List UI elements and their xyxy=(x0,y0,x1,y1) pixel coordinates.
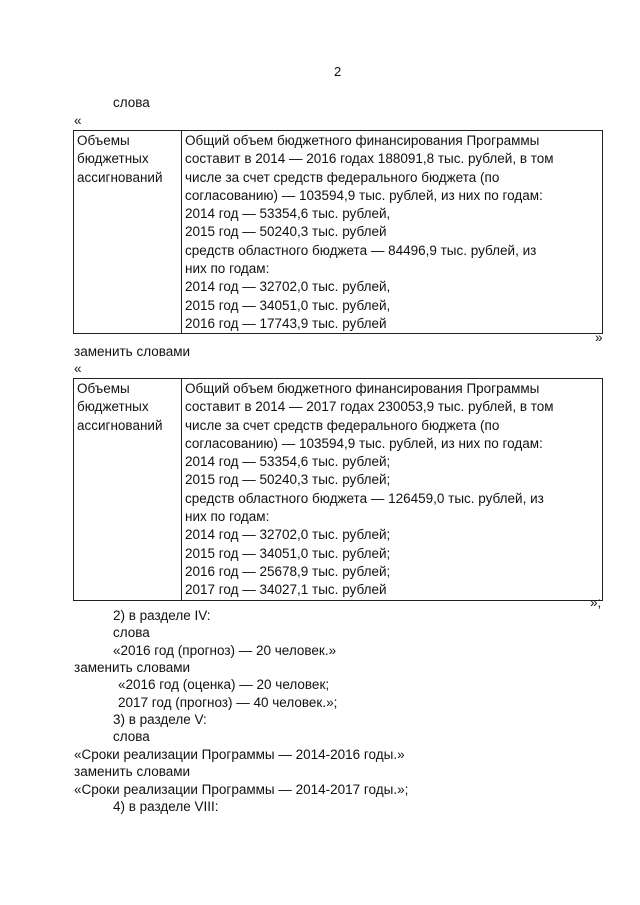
label-line: Объемы xyxy=(77,381,130,396)
close-quote: »; xyxy=(590,595,602,610)
value-line: составит в 2014 — 2017 годах 230053,9 тыс. рублей, в том xyxy=(185,399,554,415)
section-word: слова xyxy=(113,625,150,640)
budget-table-new xyxy=(73,378,603,601)
value-line: 2016 год — 17743,9 тыс. рублей xyxy=(185,315,387,331)
close-quote: » xyxy=(595,330,603,345)
section-word: слова xyxy=(113,729,150,744)
value-line: 2017 год — 34027,1 тыс. рублей xyxy=(185,582,387,598)
value-line: Общий объем бюджетного финансирования Программы xyxy=(185,381,540,396)
section-heading: 3) в разделе V: xyxy=(113,712,207,727)
intro-word: слова xyxy=(113,95,150,110)
open-quote: « xyxy=(74,113,82,128)
budget-label-cell xyxy=(74,131,182,334)
value-line: 2014 год — 53354,6 тыс. рублей, xyxy=(185,206,391,222)
new-text: «2016 год (оценка) — 20 человек; xyxy=(118,677,330,692)
replace-with-text: заменить словами xyxy=(74,764,191,779)
budget-value-cell xyxy=(182,379,603,601)
page-number: 2 xyxy=(334,64,342,79)
value-line: 2015 год — 34051,0 тыс. рублей, xyxy=(185,297,391,313)
value-line: них по годам: xyxy=(185,509,270,525)
new-text: «Сроки реализации Программы — 2014-2017 годы.»; xyxy=(74,782,409,797)
value-line: согласованию) — 103594,9 тыс. рублей, из них по годам: xyxy=(185,187,543,203)
value-line: них по годам: xyxy=(185,261,270,277)
value-line: 2015 год — 50240,3 тыс. рублей xyxy=(185,224,387,240)
value-line: 2016 год — 25678,9 тыс. рублей; xyxy=(185,563,391,579)
value-line: 2015 год — 34051,0 тыс. рублей; xyxy=(185,545,391,561)
old-text: «Сроки реализации Программы — 2014-2016 годы.» xyxy=(74,747,405,762)
section-heading: 2) в разделе IV: xyxy=(113,608,211,623)
value-line: 2014 год — 32702,0 тыс. рублей; xyxy=(185,527,391,543)
value-line: средств областного бюджета — 126459,0 тыс. рублей, из xyxy=(185,490,544,506)
replace-with-text: заменить словами xyxy=(74,660,191,675)
value-line: 2014 год — 32702,0 тыс. рублей, xyxy=(185,279,391,295)
label-line: бюджетных xyxy=(77,151,149,167)
value-line: согласованию) — 103594,9 тыс. рублей, из них по годам: xyxy=(185,435,543,451)
old-text: «2016 год (прогноз) — 20 человек.» xyxy=(113,643,337,658)
label-line: Объемы xyxy=(77,133,130,148)
value-line: средств областного бюджета — 84496,9 тыс. рублей, из xyxy=(185,242,537,258)
budget-label-cell xyxy=(74,379,182,601)
replace-with-text: заменить словами xyxy=(74,344,191,359)
label-line: ассигнований xyxy=(77,417,163,433)
value-line: 2014 год — 53354,6 тыс. рублей; xyxy=(185,454,391,470)
new-text: 2017 год (прогноз) — 40 человек.»; xyxy=(118,695,338,710)
label-line: ассигнований xyxy=(77,169,163,185)
value-line: 2015 год — 50240,3 тыс. рублей; xyxy=(185,472,391,488)
budget-value-cell xyxy=(182,131,603,334)
value-line: числе за счет средств федерального бюджета (по xyxy=(185,169,500,185)
value-line: числе за счет средств федерального бюджета (по xyxy=(185,417,500,433)
label-line: бюджетных xyxy=(77,399,149,415)
section-heading: 4) в разделе VIII: xyxy=(113,799,219,814)
budget-table-old xyxy=(73,130,603,334)
value-line: составит в 2014 — 2016 годах 188091,8 тыс. рублей, в том xyxy=(185,151,554,167)
value-line: Общий объем бюджетного финансирования Программы xyxy=(185,133,540,148)
open-quote: « xyxy=(74,361,82,376)
